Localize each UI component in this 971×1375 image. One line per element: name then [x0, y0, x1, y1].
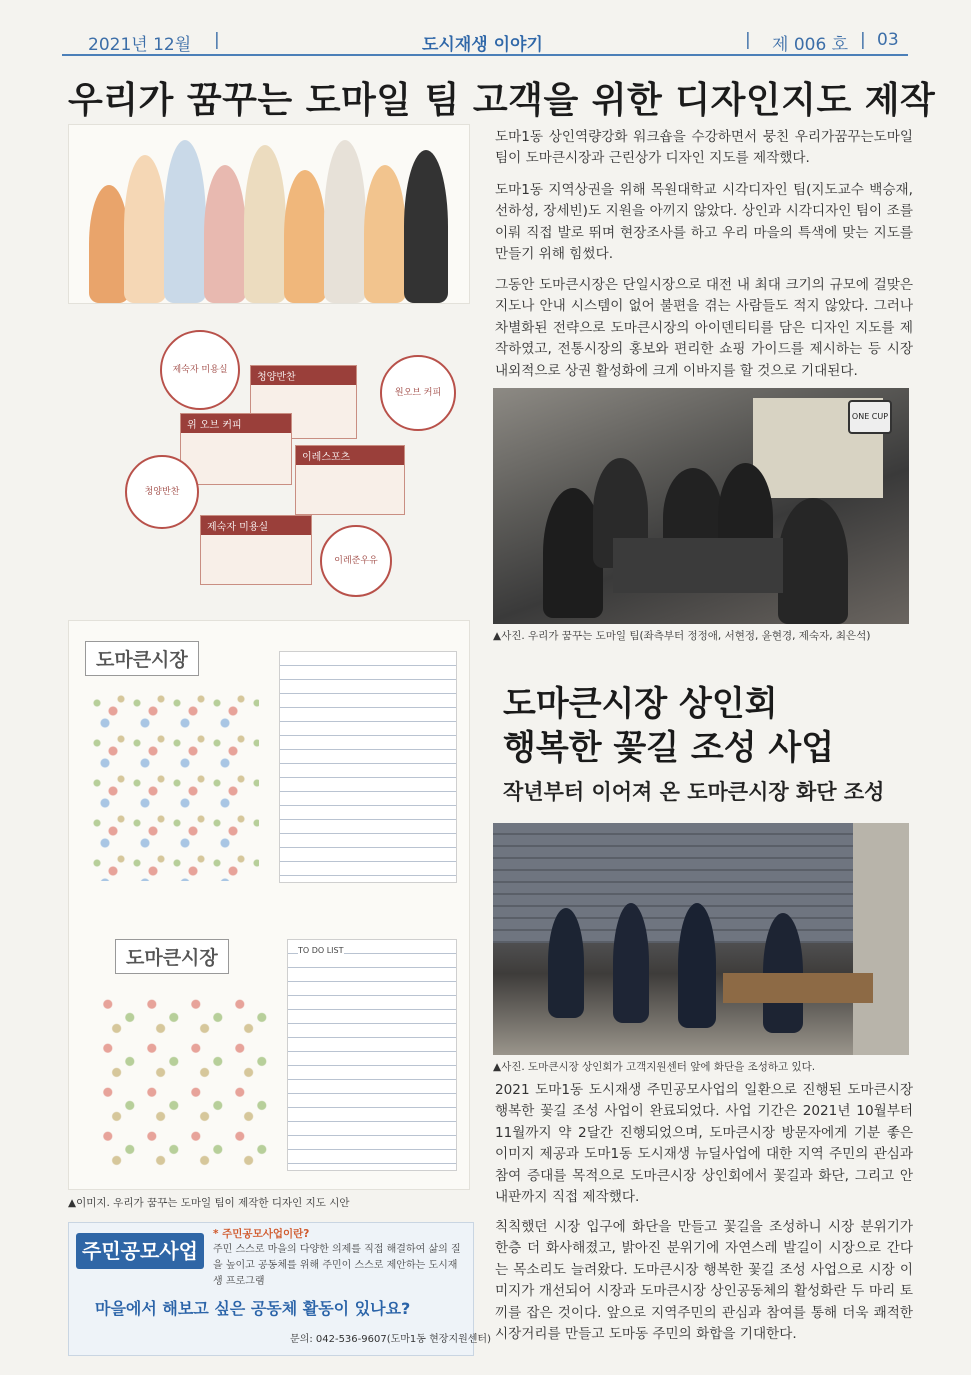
- cartoon-person: [164, 140, 206, 303]
- design-map-drafts: [68, 620, 470, 1190]
- infobox-badge: 주민공모사업: [76, 1233, 204, 1269]
- cafe-sign: ONE CUP: [848, 400, 892, 434]
- article2-subtitle: 작년부터 이어져 온 도마큰시장 화단 조성: [503, 779, 885, 804]
- todo-notepad: [287, 939, 457, 1171]
- cartoon-person: [324, 140, 366, 303]
- person-figure: [678, 903, 716, 1028]
- team-photo: [493, 388, 909, 624]
- photo-caption: ▲사진. 우리가 꿈꾸는 도마일 팀(좌측부터 정정애, 서현정, 윤현경, 제숙자, 최은석): [493, 630, 871, 642]
- shop-card-title: 이레스포츠: [296, 446, 404, 465]
- cartoon-person: [89, 185, 129, 303]
- shop-badge: 제숙자 미용실: [160, 330, 240, 410]
- cartoon-person: [124, 155, 166, 303]
- section-title: 도시재생 이야기: [422, 35, 543, 55]
- cartoon-person: [404, 150, 448, 303]
- map-logo: 도마큰시장: [85, 641, 199, 676]
- map-icons-pattern: [99, 991, 269, 1171]
- photo-caption: ▲사진. 도마큰시장 상인회가 고객지원센터 앞에 화단을 조성하고 있다.: [493, 1061, 816, 1073]
- issue-number: 제 006 호: [772, 35, 849, 55]
- article2-title-line2: 행복한 꽃길 조성 사업: [503, 728, 835, 768]
- shop-card: [200, 515, 312, 585]
- header-separator: |: [214, 30, 220, 50]
- cartoon-person: [244, 145, 286, 303]
- article1-paragraph: 그동안 도마큰시장은 단일시장으로 대전 내 최대 크기의 규모에 걸맞은 지도나 안내 시스템이 없어 불편을 겪는 사람들도 적지 않았다. 그러나 차별화된 전략으로 도마큰시장의 아이덴티티를 담은 디자인 지도를 제작하였고, 전통시장의 홍보와 편리한 쇼핑 가이드를 제시하는 등 시장 내외적으로 상권 활성화에 크게 이바지를 할 것으로 기대된다.: [495, 277, 913, 379]
- shop-badge: 이레준우유: [320, 525, 392, 597]
- flowerbed-photo: [493, 823, 909, 1055]
- article2-paragraph: 2021 도마1동 도시재생 주민공모사업의 일환으로 진행된 도마큰시장 행복한 꽃길 조성 사업이 완료되었다. 사업 기간은 2021년 10월부터 11월까지 약 2달간 진행되었으며, 도마큰시장 방문자에게 기분 좋은 이미지 제공과 도마1동 도시재생 뉴딜사업에 대한 지역 주민의 관심과 참여 증대를 목적으로 도마큰시장 상인회에서 꽃길과 화단, 그리고 안내판까지 직접 제작했다.: [495, 1082, 913, 1206]
- flower-planter: [723, 973, 873, 1003]
- person-figure: [548, 908, 584, 1018]
- map-logo: 도마큰시장: [115, 939, 229, 974]
- team-cartoon-illustration: [68, 124, 470, 304]
- cartoon-person: [204, 165, 246, 303]
- article2-paragraph: 칙칙했던 시장 입구에 화단을 만들고 꽃길을 조성하니 시장 분위기가 한층 더 화사해졌고, 밝아진 분위기에 자연스레 발길이 시장으로 간다는 목소리도 늘려왔다. 도마큰시장 행복한 꽃길 조성 사업으로 시장 이미지가 개선되어 시장과 도마큰시장 상인공동체의 활성화란 두 마리 토끼를 잡은 것이다. 앞으로 지역주민의 관심과 참여를 통해 더욱 쾌적한 시장거리를 만들고 도마동 주민의 화합을 기대한다.: [495, 1219, 913, 1343]
- header-separator: |: [745, 30, 751, 50]
- infobox-question: * 주민공모사업이란?: [213, 1228, 310, 1240]
- article1-title: 우리가 꿈꾸는 도마일 팀 고객을 위한 디자인지도 제작: [68, 79, 936, 121]
- shop-card-title: 위 오브 커피: [181, 414, 291, 433]
- shop-card: [180, 413, 292, 485]
- cartoon-person: [364, 165, 406, 303]
- shop-badge: 청양반찬: [125, 455, 199, 529]
- page-number: 03: [877, 30, 899, 50]
- infobox-contact: 문의: 042-536-9607(도마1동 현장지원센터): [290, 1334, 491, 1345]
- notepad-lines: [279, 651, 457, 883]
- page-header: [62, 28, 908, 56]
- todo-label: TO DO LIST: [298, 946, 344, 955]
- article1-paragraph: 도마1동 상인역량강화 워크숍을 수강하면서 뭉친 우리가꿈꾸는도마일팀이 도마큰시장과 근린상가 디자인 지도를 제작했다.: [495, 129, 913, 167]
- cartoon-person: [284, 170, 326, 303]
- header-separator: |: [860, 30, 866, 50]
- shop-badges-illustration: [130, 325, 470, 595]
- image-caption: ▲이미지. 우리가 꿈꾸는 도마일 팀이 제작한 디자인 지도 시안: [68, 1197, 350, 1209]
- shop-card-title: 제숙자 미용실: [201, 516, 311, 535]
- building-wall: [853, 823, 909, 1055]
- shop-badge: 원오브 커피: [380, 355, 456, 431]
- shop-card: [295, 445, 405, 515]
- article1-paragraph: 도마1동 지역상권을 위해 목원대학교 시각디자인 팀(지도교수 백승재, 선하성, 장세빈)도 지원을 아끼지 않았다. 상인과 시각디자인 팀이 조를 이뤄 직접 발로 뛰며 현장조사를 하고 우리 마을의 특색에 맞는 지도를 만들기 위해 힘썼다.: [495, 182, 913, 263]
- person-figure: [613, 903, 649, 1023]
- map-icons-pattern: [89, 691, 259, 881]
- issue-date: 2021년 12월: [88, 35, 192, 55]
- infobox-description: 주민 스스로 마을의 다양한 의제를 직접 해결하여 삶의 질을 높이고 공동체를 위해 주민이 스스로 제안하는 도시재생 프로그램: [213, 1244, 461, 1287]
- infobox-headline: 마을에서 해보고 싶은 공동체 활동이 있나요?: [95, 1299, 411, 1318]
- cafe-table: [613, 538, 783, 593]
- article2-title-line1: 도마큰시장 상인회: [503, 684, 778, 724]
- shop-card-title: 청양반찬: [251, 366, 356, 385]
- person-figure: [778, 498, 848, 624]
